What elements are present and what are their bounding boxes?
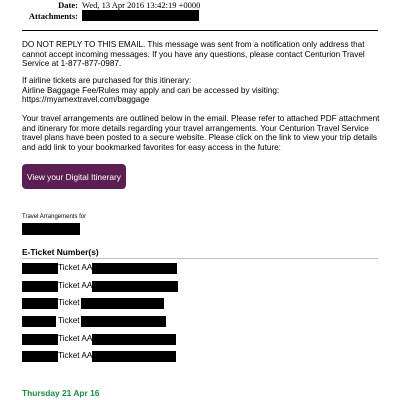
ticket-row <box>0 281 400 293</box>
ticket-label: Ticket <box>58 316 80 325</box>
ticket-number-redaction <box>92 334 176 345</box>
ticket-number-redaction <box>81 298 164 309</box>
ticket-prefix-redaction <box>22 281 58 292</box>
travel-arrangements-for: Travel Arrangements for <box>22 214 87 220</box>
ticket-prefix-redaction <box>22 316 56 327</box>
ticket-prefix-redaction <box>22 334 58 345</box>
ticket-label: Ticket <box>58 298 80 307</box>
ticket-label: Ticket AA <box>58 263 93 272</box>
ticket-row <box>0 298 400 310</box>
ticket-number-redaction <box>81 316 166 327</box>
ticket-number-redaction <box>92 281 178 292</box>
baggage-line-2: Airline Baggage Fee/Rules may apply and can be accessed by visiting: <box>22 85 280 95</box>
header-divider <box>22 30 378 31</box>
ticket-number-redaction <box>92 263 177 274</box>
date-label: Date: <box>58 0 78 10</box>
travel-arrangements-text: Your travel arrangements are outlined below in the email. Please refer to attached PDF attachment and itinerary for more details regarding your travel arrangements. Your Centurion Travel Service travel plans have been posted to a secure website. Please click on the link to view your trip details and add link to your bookmarked favorites for easy access in the future: <box>22 114 380 152</box>
ticket-prefix-redaction <box>22 298 58 309</box>
baggage-line-1: If airline tickets are purchased for this itinerary: <box>22 76 192 85</box>
ticket-label: Ticket AA <box>58 334 93 343</box>
ticket-number-redaction <box>92 351 176 362</box>
ticket-row <box>0 334 400 346</box>
ticket-label: Ticket AA <box>58 351 93 360</box>
attachments-label: Attachments: <box>28 11 78 21</box>
ticket-label: Ticket AA <box>58 281 93 290</box>
date-value: Wed, 13 Apr 2016 13:42:19 +0000 <box>82 0 201 10</box>
ticket-row <box>0 351 400 363</box>
trip-date-heading: Thursday 21 Apr 16 <box>22 388 100 398</box>
view-itinerary-button[interactable]: View your Digital Itinerary <box>22 164 126 189</box>
baggage-url[interactable]: https://myamextravel.com/baggage <box>22 95 150 105</box>
eticket-divider <box>22 258 378 259</box>
eticket-title: E-Ticket Number(s) <box>22 247 99 257</box>
ticket-row <box>0 263 400 275</box>
no-reply-notice: DO NOT REPLY TO THIS EMAIL. This message was sent from a notification only address that cannot accept incoming messages. If you have any questions, please contact Centurion Travel Service at 1-877-877-0987. <box>22 40 365 69</box>
traveler-name-redaction <box>22 223 80 235</box>
ticket-prefix-redaction <box>22 263 58 274</box>
ticket-prefix-redaction <box>22 351 58 362</box>
ticket-row <box>0 316 400 328</box>
attachments-redaction <box>82 10 199 21</box>
